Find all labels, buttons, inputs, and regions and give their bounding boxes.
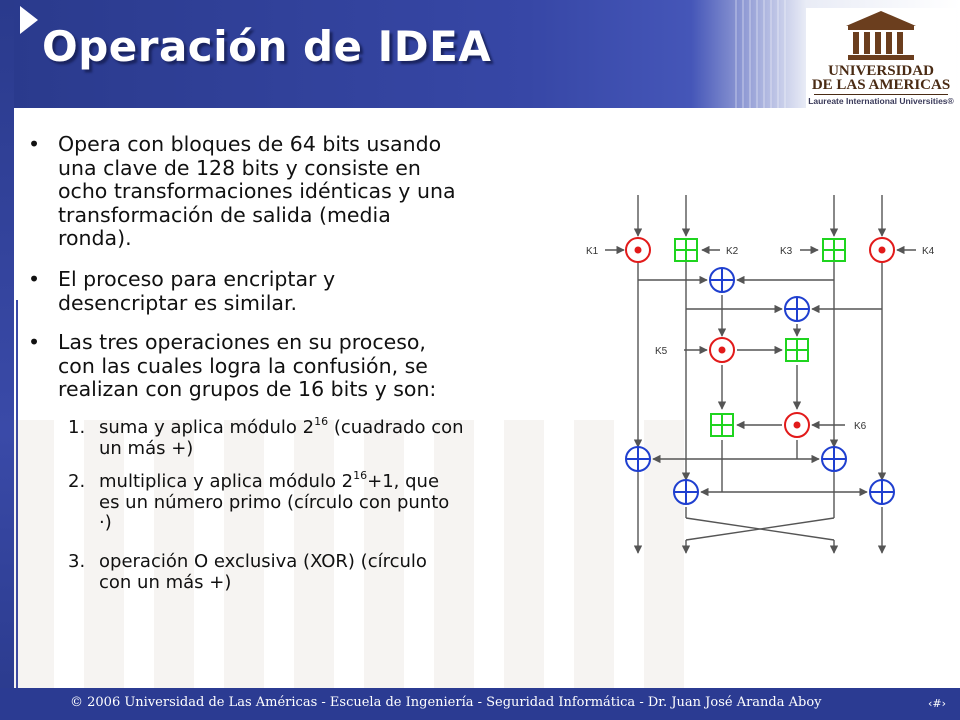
- key-label-k2: K2: [726, 246, 739, 257]
- exponent: 16: [353, 469, 368, 482]
- sub-item-2-text: [99, 469, 599, 534]
- footer-text: © 2006 Universidad de Las Américas - Escuela de Ingeniería - Seguridad Informática - Dr. Juan José Aranda Aboy: [70, 695, 822, 710]
- sub-item-2-line: multiplica y aplica módulo $2^{16}+1$, que: [99, 469, 440, 492]
- left-accent-bar: [0, 0, 14, 720]
- sub-item-3-line: operación O exclusiva (XOR) (círculo: [99, 551, 427, 572]
- bullet-3-line: realizan con grupos de 16 bits y son:: [58, 377, 437, 401]
- header-stripes: [730, 0, 790, 108]
- bullet-3-line: con las cuales logra la confusión, se: [58, 353, 428, 378]
- xor-op-icon: [785, 297, 809, 321]
- sub-item-3-text: [99, 552, 599, 593]
- bullet-1-line: ronda).: [58, 226, 132, 250]
- sub-item-number: 1.: [68, 417, 86, 438]
- university-logo: [806, 8, 956, 108]
- sub-item-1-line: un más +): [99, 437, 194, 459]
- sub-item-number: 3.: [68, 551, 86, 572]
- idea-round-diagram: [582, 188, 935, 568]
- bullet-2-line: El proceso para encriptar y: [58, 267, 336, 291]
- xor-op-icon: [626, 447, 650, 471]
- multiply-op-icon: [626, 238, 650, 262]
- xor-op-icon: [870, 480, 894, 504]
- slide-title: Operación de IDEA: [42, 22, 492, 71]
- sub-item-2-line: ·): [99, 512, 112, 533]
- bullet-marker: •: [28, 267, 41, 291]
- bullet-3-line: Las tres operaciones en su proceso,: [58, 330, 426, 354]
- multiply-op-icon: [870, 238, 894, 262]
- key-label-k4: K4: [922, 246, 935, 257]
- play-triangle-icon: [20, 6, 38, 34]
- bullet-marker: •: [28, 330, 41, 354]
- bullet-1-text: [58, 133, 598, 251]
- xor-op-icon: [674, 480, 698, 504]
- logo-name-line1: UNIVERSIDAD: [828, 63, 934, 79]
- add-op-icon: [786, 339, 808, 361]
- bullet-1-line: Opera con bloques de 64 bits usando: [58, 132, 442, 156]
- bullet-1-line: una clave de 128 bits y consiste en: [58, 155, 421, 180]
- sub-item-number: 2.: [68, 471, 86, 492]
- sub-item-3-line: con un más +): [99, 571, 232, 593]
- logo-rule: [814, 94, 948, 95]
- xor-op-icon: [822, 447, 846, 471]
- multiply-op-icon: [710, 338, 734, 362]
- page-number: ‹#›: [928, 697, 947, 710]
- bullet-marker: •: [28, 132, 41, 156]
- sub-item-2-line: es un número primo (círculo con punto: [99, 491, 450, 513]
- add-op-icon: [675, 239, 697, 261]
- sub-item-1-text: [99, 415, 599, 459]
- logo-subtitle: Laureate International Universities®: [808, 96, 954, 106]
- key-label-k3: K3: [780, 246, 793, 257]
- building-icon: [806, 8, 956, 64]
- bullet-1-line: ocho transformaciones idénticas y una: [58, 179, 456, 203]
- xor-op-icon: [710, 268, 734, 292]
- bullet-3-text: [58, 331, 598, 402]
- add-op-icon: [711, 414, 733, 436]
- add-op-icon: [823, 239, 845, 261]
- bullet-1-line: transformación de salida (media: [58, 202, 391, 227]
- multiply-op-icon: [785, 413, 809, 437]
- key-label-k5: K5: [655, 346, 668, 357]
- sub-item-1-line: suma y aplica módulo $2^{16}$ (cuadrado con: [99, 415, 464, 438]
- bullet-2-line: desencriptar es similar.: [58, 290, 298, 315]
- bullet-2-text: [58, 268, 598, 315]
- logo-name-line2: DE LAS AMERICAS: [811, 77, 951, 93]
- exponent: 16: [314, 415, 329, 428]
- key-label-k1: K1: [586, 246, 599, 257]
- key-label-k6: K6: [854, 421, 867, 432]
